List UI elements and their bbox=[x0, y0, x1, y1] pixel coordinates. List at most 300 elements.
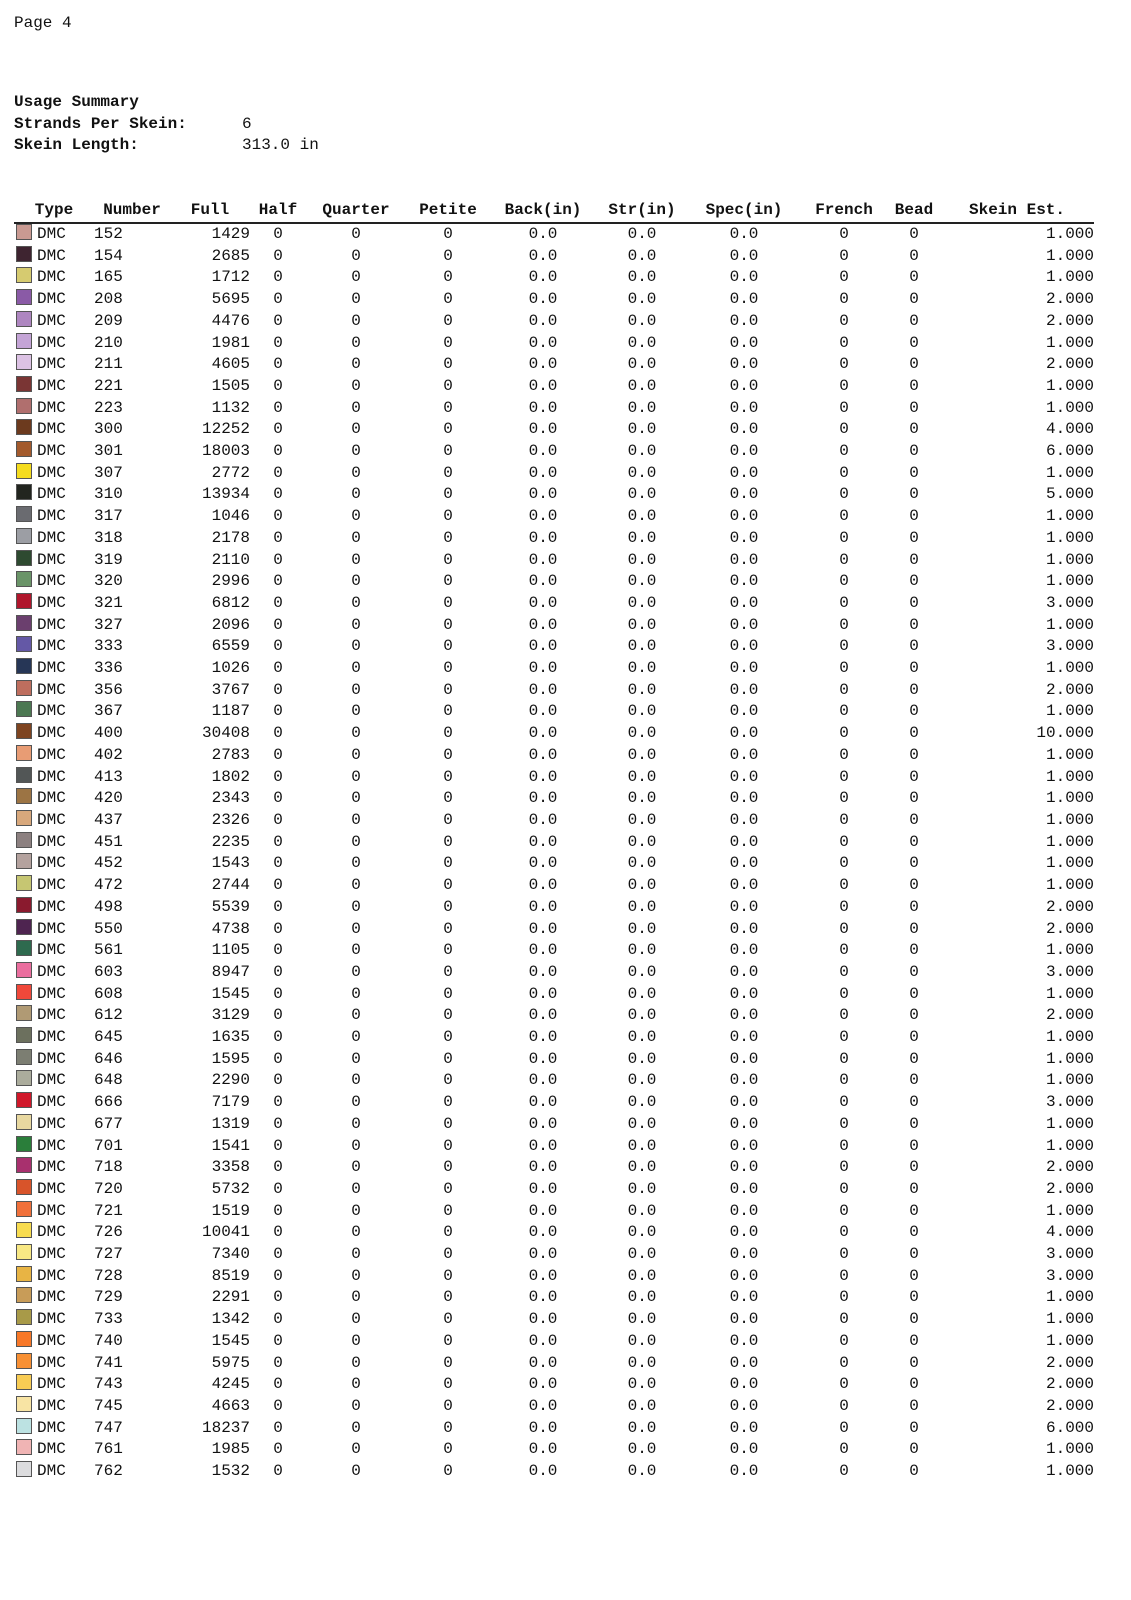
full-cell: 1712 bbox=[211, 268, 250, 287]
back-cell: 0.0 bbox=[528, 854, 558, 873]
type-cell bbox=[14, 1005, 94, 1027]
color-swatch bbox=[16, 832, 32, 848]
str-cell: 0.0 bbox=[627, 463, 657, 482]
bead-cell: 0 bbox=[909, 463, 919, 482]
back-cell: 0.0 bbox=[528, 1201, 558, 1220]
full-cell: 4605 bbox=[211, 355, 250, 374]
half-cell: 0 bbox=[273, 1158, 283, 1177]
table-row bbox=[14, 788, 1094, 810]
petite-cell: 0 bbox=[443, 789, 453, 808]
spec-cell: 0.0 bbox=[729, 615, 759, 634]
bead-cell: 0 bbox=[909, 810, 919, 829]
color-swatch bbox=[16, 1027, 32, 1043]
type-label: DMC bbox=[37, 1418, 66, 1437]
french-cell: 0 bbox=[839, 1223, 849, 1242]
half-cell: 0 bbox=[273, 1006, 283, 1025]
table-row bbox=[14, 919, 1094, 941]
type-label: DMC bbox=[37, 1375, 66, 1394]
number-cell: 317 bbox=[94, 507, 123, 526]
type-label: DMC bbox=[37, 333, 66, 352]
petite-cell: 0 bbox=[443, 745, 453, 764]
number-cell: 648 bbox=[94, 1071, 123, 1090]
number-cell: 400 bbox=[94, 724, 123, 743]
full-cell: 4738 bbox=[211, 919, 250, 938]
table-row bbox=[14, 1244, 1094, 1266]
str-cell: 0.0 bbox=[627, 268, 657, 287]
french-cell: 0 bbox=[839, 680, 849, 699]
french-cell: 0 bbox=[839, 637, 849, 656]
back-cell: 0.0 bbox=[528, 442, 558, 461]
french-cell: 0 bbox=[839, 745, 849, 764]
color-swatch bbox=[16, 289, 32, 305]
str-cell: 0.0 bbox=[627, 659, 657, 678]
full-cell: 1429 bbox=[211, 225, 250, 243]
half-cell: 0 bbox=[273, 1071, 283, 1090]
color-swatch bbox=[16, 810, 32, 826]
bead-cell: 0 bbox=[909, 507, 919, 526]
spec-cell: 0.0 bbox=[729, 1418, 759, 1437]
number-cell: 741 bbox=[94, 1353, 123, 1372]
quarter-cell: 0 bbox=[351, 1245, 361, 1264]
color-swatch bbox=[16, 940, 32, 956]
bead-cell: 0 bbox=[909, 919, 919, 938]
spec-cell: 0.0 bbox=[729, 550, 759, 569]
quarter-cell: 0 bbox=[351, 1310, 361, 1329]
petite-cell: 0 bbox=[443, 1418, 453, 1437]
col-header-back: Back(in) bbox=[490, 199, 596, 223]
type-cell bbox=[14, 1396, 94, 1418]
petite-cell: 0 bbox=[443, 1310, 453, 1329]
number-cell: 320 bbox=[94, 572, 123, 591]
petite-cell: 0 bbox=[443, 659, 453, 678]
spec-cell: 0.0 bbox=[729, 225, 759, 243]
bead-cell: 0 bbox=[909, 485, 919, 504]
quarter-cell: 0 bbox=[351, 528, 361, 547]
skein-est-cell: 3.000 bbox=[1045, 1093, 1094, 1112]
number-cell: 550 bbox=[94, 919, 123, 938]
french-cell: 0 bbox=[839, 1310, 849, 1329]
table-row bbox=[14, 223, 1094, 246]
bead-cell: 0 bbox=[909, 225, 919, 243]
half-cell: 0 bbox=[273, 919, 283, 938]
quarter-cell: 0 bbox=[351, 333, 361, 352]
spec-cell: 0.0 bbox=[729, 1093, 759, 1112]
number-cell: 211 bbox=[94, 355, 123, 374]
bead-cell: 0 bbox=[909, 1288, 919, 1307]
bead-cell: 0 bbox=[909, 290, 919, 309]
type-cell bbox=[14, 1136, 94, 1158]
color-swatch bbox=[16, 636, 32, 652]
type-label: DMC bbox=[37, 810, 66, 829]
quarter-cell: 0 bbox=[351, 789, 361, 808]
spec-cell: 0.0 bbox=[729, 1353, 759, 1372]
french-cell: 0 bbox=[839, 333, 849, 352]
petite-cell: 0 bbox=[443, 702, 453, 721]
spec-cell: 0.0 bbox=[729, 854, 759, 873]
half-cell: 0 bbox=[273, 311, 283, 330]
bead-cell: 0 bbox=[909, 311, 919, 330]
full-cell: 3358 bbox=[211, 1158, 250, 1177]
table-row bbox=[14, 1027, 1094, 1049]
str-cell: 0.0 bbox=[627, 745, 657, 764]
french-cell: 0 bbox=[839, 702, 849, 721]
spec-cell: 0.0 bbox=[729, 702, 759, 721]
full-cell: 2291 bbox=[211, 1288, 250, 1307]
str-cell: 0.0 bbox=[627, 1288, 657, 1307]
full-cell: 30408 bbox=[201, 724, 250, 743]
color-swatch bbox=[16, 419, 32, 435]
skein-est-cell: 2.000 bbox=[1045, 1158, 1094, 1177]
skein-est-cell: 1.000 bbox=[1045, 1310, 1094, 1329]
back-cell: 0.0 bbox=[528, 1396, 558, 1415]
type-cell bbox=[14, 962, 94, 984]
petite-cell: 0 bbox=[443, 485, 453, 504]
type-cell bbox=[14, 506, 94, 528]
spec-cell: 0.0 bbox=[729, 919, 759, 938]
strands-value: 6 bbox=[242, 114, 252, 133]
color-swatch bbox=[16, 1331, 32, 1347]
color-swatch bbox=[16, 528, 32, 544]
type-cell bbox=[14, 745, 94, 767]
str-cell: 0.0 bbox=[627, 1396, 657, 1415]
spec-cell: 0.0 bbox=[729, 528, 759, 547]
type-label: DMC bbox=[37, 376, 66, 395]
petite-cell: 0 bbox=[443, 1266, 453, 1285]
french-cell: 0 bbox=[839, 572, 849, 591]
back-cell: 0.0 bbox=[528, 355, 558, 374]
table-row bbox=[14, 1157, 1094, 1179]
number-cell: 740 bbox=[94, 1331, 123, 1350]
spec-cell: 0.0 bbox=[729, 724, 759, 743]
half-cell: 0 bbox=[273, 1288, 283, 1307]
type-cell bbox=[14, 571, 94, 593]
spec-cell: 0.0 bbox=[729, 1136, 759, 1155]
type-cell bbox=[14, 853, 94, 875]
str-cell: 0.0 bbox=[627, 593, 657, 612]
type-cell bbox=[14, 919, 94, 941]
french-cell: 0 bbox=[839, 507, 849, 526]
full-cell: 8947 bbox=[211, 962, 250, 981]
petite-cell: 0 bbox=[443, 1158, 453, 1177]
full-cell: 5975 bbox=[211, 1353, 250, 1372]
color-swatch bbox=[16, 1244, 32, 1260]
color-swatch bbox=[16, 853, 32, 869]
number-cell: 300 bbox=[94, 420, 123, 439]
type-label: DMC bbox=[37, 1310, 66, 1329]
full-cell: 2235 bbox=[211, 832, 250, 851]
skein-est-cell: 1.000 bbox=[1045, 225, 1094, 243]
skein-est-cell: 1.000 bbox=[1045, 1114, 1094, 1133]
bead-cell: 0 bbox=[909, 1440, 919, 1459]
spec-cell: 0.0 bbox=[729, 767, 759, 786]
col-header-quarter: Quarter bbox=[306, 199, 406, 223]
type-cell bbox=[14, 398, 94, 420]
spec-cell: 0.0 bbox=[729, 1114, 759, 1133]
type-cell bbox=[14, 1461, 94, 1483]
full-cell: 2783 bbox=[211, 745, 250, 764]
str-cell: 0.0 bbox=[627, 724, 657, 743]
table-row bbox=[14, 810, 1094, 832]
summary-title: Usage Summary bbox=[14, 93, 139, 111]
bead-cell: 0 bbox=[909, 1266, 919, 1285]
quarter-cell: 0 bbox=[351, 507, 361, 526]
type-cell bbox=[14, 267, 94, 289]
table-row bbox=[14, 419, 1094, 441]
str-cell: 0.0 bbox=[627, 876, 657, 895]
french-cell: 0 bbox=[839, 897, 849, 916]
str-cell: 0.0 bbox=[627, 897, 657, 916]
back-cell: 0.0 bbox=[528, 376, 558, 395]
str-cell: 0.0 bbox=[627, 225, 657, 243]
back-cell: 0.0 bbox=[528, 637, 558, 656]
quarter-cell: 0 bbox=[351, 724, 361, 743]
type-label: DMC bbox=[37, 1396, 66, 1415]
quarter-cell: 0 bbox=[351, 311, 361, 330]
type-label: DMC bbox=[37, 1071, 66, 1090]
type-cell bbox=[14, 788, 94, 810]
table-row bbox=[14, 615, 1094, 637]
table-row bbox=[14, 1266, 1094, 1288]
french-cell: 0 bbox=[839, 1462, 849, 1481]
french-cell: 0 bbox=[839, 398, 849, 417]
spec-cell: 0.0 bbox=[729, 420, 759, 439]
petite-cell: 0 bbox=[443, 398, 453, 417]
back-cell: 0.0 bbox=[528, 311, 558, 330]
quarter-cell: 0 bbox=[351, 485, 361, 504]
bead-cell: 0 bbox=[909, 572, 919, 591]
type-label: DMC bbox=[37, 615, 66, 634]
back-cell: 0.0 bbox=[528, 1462, 558, 1481]
back-cell: 0.0 bbox=[528, 398, 558, 417]
bead-cell: 0 bbox=[909, 789, 919, 808]
quarter-cell: 0 bbox=[351, 702, 361, 721]
type-label: DMC bbox=[37, 919, 66, 938]
type-cell bbox=[14, 419, 94, 441]
type-cell bbox=[14, 1266, 94, 1288]
petite-cell: 0 bbox=[443, 1179, 453, 1198]
back-cell: 0.0 bbox=[528, 941, 558, 960]
table-row bbox=[14, 767, 1094, 789]
french-cell: 0 bbox=[839, 832, 849, 851]
back-cell: 0.0 bbox=[528, 572, 558, 591]
spec-cell: 0.0 bbox=[729, 290, 759, 309]
quarter-cell: 0 bbox=[351, 984, 361, 1003]
table-row bbox=[14, 246, 1094, 268]
half-cell: 0 bbox=[273, 1353, 283, 1372]
number-cell: 333 bbox=[94, 637, 123, 656]
half-cell: 0 bbox=[273, 724, 283, 743]
str-cell: 0.0 bbox=[627, 702, 657, 721]
type-cell bbox=[14, 1114, 94, 1136]
bead-cell: 0 bbox=[909, 897, 919, 916]
spec-cell: 0.0 bbox=[729, 832, 759, 851]
back-cell: 0.0 bbox=[528, 1440, 558, 1459]
back-cell: 0.0 bbox=[528, 897, 558, 916]
back-cell: 0.0 bbox=[528, 767, 558, 786]
spec-cell: 0.0 bbox=[729, 485, 759, 504]
spec-cell: 0.0 bbox=[729, 1158, 759, 1177]
french-cell: 0 bbox=[839, 659, 849, 678]
type-cell bbox=[14, 897, 94, 919]
back-cell: 0.0 bbox=[528, 789, 558, 808]
col-header-bead: Bead bbox=[888, 199, 940, 223]
number-cell: 437 bbox=[94, 810, 123, 829]
half-cell: 0 bbox=[273, 463, 283, 482]
french-cell: 0 bbox=[839, 1071, 849, 1090]
type-cell bbox=[14, 1179, 94, 1201]
french-cell: 0 bbox=[839, 1158, 849, 1177]
str-cell: 0.0 bbox=[627, 962, 657, 981]
number-cell: 646 bbox=[94, 1049, 123, 1068]
quarter-cell: 0 bbox=[351, 1266, 361, 1285]
back-cell: 0.0 bbox=[528, 1418, 558, 1437]
bead-cell: 0 bbox=[909, 1375, 919, 1394]
color-swatch bbox=[16, 723, 32, 739]
skein-est-cell: 10.000 bbox=[1036, 724, 1094, 743]
full-cell: 4476 bbox=[211, 311, 250, 330]
bead-cell: 0 bbox=[909, 637, 919, 656]
french-cell: 0 bbox=[839, 1006, 849, 1025]
skein-est-cell: 3.000 bbox=[1045, 1245, 1094, 1264]
skein-est-cell: 1.000 bbox=[1045, 702, 1094, 721]
spec-cell: 0.0 bbox=[729, 745, 759, 764]
half-cell: 0 bbox=[273, 1179, 283, 1198]
table-row bbox=[14, 875, 1094, 897]
bead-cell: 0 bbox=[909, 550, 919, 569]
type-label: DMC bbox=[37, 962, 66, 981]
color-swatch bbox=[16, 1353, 32, 1369]
half-cell: 0 bbox=[273, 680, 283, 699]
full-cell: 1545 bbox=[211, 1331, 250, 1350]
quarter-cell: 0 bbox=[351, 1418, 361, 1437]
half-cell: 0 bbox=[273, 1245, 283, 1264]
skein-est-cell: 1.000 bbox=[1045, 246, 1094, 265]
bead-cell: 0 bbox=[909, 593, 919, 612]
petite-cell: 0 bbox=[443, 1006, 453, 1025]
number-cell: 413 bbox=[94, 767, 123, 786]
spec-cell: 0.0 bbox=[729, 507, 759, 526]
french-cell: 0 bbox=[839, 1201, 849, 1220]
quarter-cell: 0 bbox=[351, 1440, 361, 1459]
table-row bbox=[14, 593, 1094, 615]
str-cell: 0.0 bbox=[627, 311, 657, 330]
skein-est-cell: 1.000 bbox=[1045, 1331, 1094, 1350]
color-swatch bbox=[16, 1114, 32, 1130]
str-cell: 0.0 bbox=[627, 1006, 657, 1025]
type-cell bbox=[14, 223, 94, 246]
str-cell: 0.0 bbox=[627, 1071, 657, 1090]
back-cell: 0.0 bbox=[528, 420, 558, 439]
french-cell: 0 bbox=[839, 1331, 849, 1350]
back-cell: 0.0 bbox=[528, 1245, 558, 1264]
col-header-number: Number bbox=[94, 199, 170, 223]
half-cell: 0 bbox=[273, 984, 283, 1003]
str-cell: 0.0 bbox=[627, 1418, 657, 1437]
str-cell: 0.0 bbox=[627, 442, 657, 461]
back-cell: 0.0 bbox=[528, 1310, 558, 1329]
quarter-cell: 0 bbox=[351, 1028, 361, 1047]
petite-cell: 0 bbox=[443, 593, 453, 612]
half-cell: 0 bbox=[273, 593, 283, 612]
bead-cell: 0 bbox=[909, 1353, 919, 1372]
str-cell: 0.0 bbox=[627, 1028, 657, 1047]
quarter-cell: 0 bbox=[351, 572, 361, 591]
type-label: DMC bbox=[37, 1114, 66, 1133]
skein-est-cell: 1.000 bbox=[1045, 1136, 1094, 1155]
quarter-cell: 0 bbox=[351, 1396, 361, 1415]
back-cell: 0.0 bbox=[528, 593, 558, 612]
table-row bbox=[14, 1092, 1094, 1114]
french-cell: 0 bbox=[839, 1396, 849, 1415]
type-cell bbox=[14, 333, 94, 355]
str-cell: 0.0 bbox=[627, 810, 657, 829]
type-cell bbox=[14, 875, 94, 897]
number-cell: 726 bbox=[94, 1223, 123, 1242]
color-swatch bbox=[16, 1136, 32, 1152]
color-swatch bbox=[16, 398, 32, 414]
table-row bbox=[14, 745, 1094, 767]
table-row bbox=[14, 1461, 1094, 1483]
petite-cell: 0 bbox=[443, 528, 453, 547]
full-cell: 1981 bbox=[211, 333, 250, 352]
quarter-cell: 0 bbox=[351, 398, 361, 417]
col-header-skein-est: Skein Est. bbox=[940, 199, 1094, 223]
skein-length-label: Skein Length: bbox=[14, 136, 139, 154]
quarter-cell: 0 bbox=[351, 680, 361, 699]
french-cell: 0 bbox=[839, 311, 849, 330]
color-swatch bbox=[16, 680, 32, 696]
color-swatch bbox=[16, 1374, 32, 1390]
bead-cell: 0 bbox=[909, 398, 919, 417]
full-cell: 1026 bbox=[211, 659, 250, 678]
table-row bbox=[14, 984, 1094, 1006]
back-cell: 0.0 bbox=[528, 485, 558, 504]
petite-cell: 0 bbox=[443, 311, 453, 330]
full-cell: 2326 bbox=[211, 810, 250, 829]
spec-cell: 0.0 bbox=[729, 984, 759, 1003]
color-swatch bbox=[16, 1222, 32, 1238]
half-cell: 0 bbox=[273, 333, 283, 352]
full-cell: 1543 bbox=[211, 854, 250, 873]
bead-cell: 0 bbox=[909, 1136, 919, 1155]
str-cell: 0.0 bbox=[627, 420, 657, 439]
french-cell: 0 bbox=[839, 246, 849, 265]
col-header-half: Half bbox=[250, 199, 306, 223]
type-cell bbox=[14, 615, 94, 637]
half-cell: 0 bbox=[273, 1375, 283, 1394]
type-label: DMC bbox=[37, 485, 66, 504]
number-cell: 666 bbox=[94, 1093, 123, 1112]
back-cell: 0.0 bbox=[528, 876, 558, 895]
type-label: DMC bbox=[37, 290, 66, 309]
number-cell: 301 bbox=[94, 442, 123, 461]
half-cell: 0 bbox=[273, 1093, 283, 1112]
quarter-cell: 0 bbox=[351, 767, 361, 786]
type-label: DMC bbox=[37, 1049, 66, 1068]
type-label: DMC bbox=[37, 268, 66, 287]
number-cell: 451 bbox=[94, 832, 123, 851]
bead-cell: 0 bbox=[909, 246, 919, 265]
skein-est-cell: 1.000 bbox=[1045, 528, 1094, 547]
petite-cell: 0 bbox=[443, 333, 453, 352]
french-cell: 0 bbox=[839, 290, 849, 309]
skein-est-cell: 2.000 bbox=[1045, 1353, 1094, 1372]
type-label: DMC bbox=[37, 572, 66, 591]
full-cell: 2685 bbox=[211, 246, 250, 265]
half-cell: 0 bbox=[273, 1310, 283, 1329]
quarter-cell: 0 bbox=[351, 832, 361, 851]
petite-cell: 0 bbox=[443, 1201, 453, 1220]
